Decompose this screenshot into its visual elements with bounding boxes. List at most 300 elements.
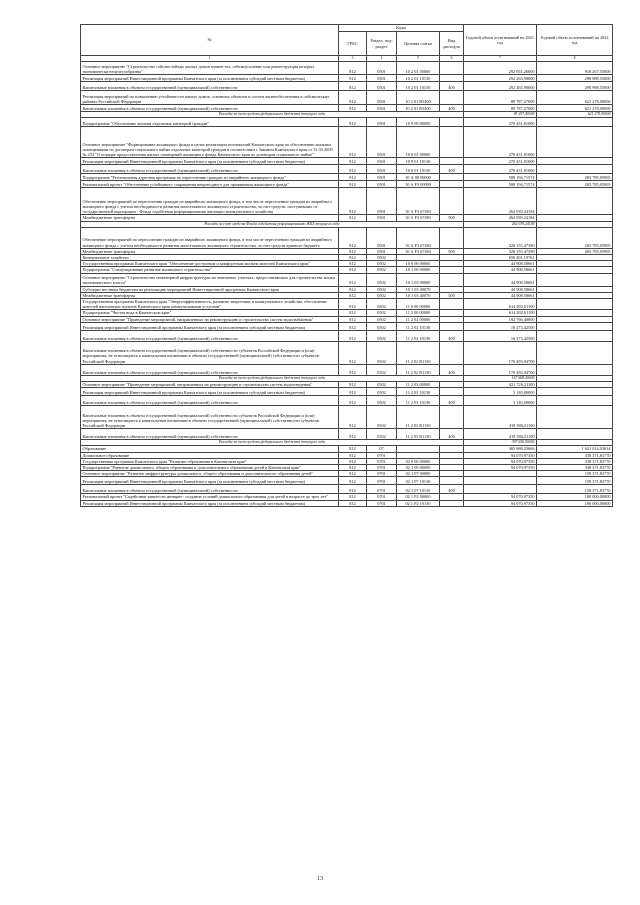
row-name: Реализация мероприятий Инвестиционной программы Камчатского края (за исключением субсидий местным бюджетам) — [81, 477, 339, 485]
table-row — [81, 82, 613, 91]
col-num-4: 4 — [367, 56, 397, 62]
row-cs: 11 2 03 10130 — [397, 388, 440, 396]
row-grbs: 812 — [339, 286, 367, 292]
note-text: Расходы за счет средств федерального бюджета текущего года — [81, 112, 464, 118]
row-vr — [440, 477, 464, 485]
row-cs: 10 А F3 67483 — [397, 215, 440, 221]
table-row — [81, 341, 613, 364]
row-razdel: 0701 — [367, 452, 397, 458]
note-amount-2021: 397 656,90000 — [464, 440, 537, 446]
note-amount-2021: 262 039,24184 — [464, 221, 537, 227]
row-amount-2021: 16 273,42500 — [464, 322, 537, 330]
row-grbs: 812 — [339, 255, 367, 261]
row-cs: 10 1 03 40070 — [397, 286, 440, 292]
row-amount-2021: 3 140,00000 — [464, 388, 537, 396]
row-vr: 400 — [440, 364, 464, 375]
row-name: Подпрограмма "Чистая вода в Камчатском крае" — [81, 310, 339, 316]
row-cs: 10 0 00 00000 — [397, 261, 440, 267]
row-amount-2022: 283 785,05905 — [537, 181, 613, 188]
row-name: Капитальные вложения в объекты государственной (муниципальной) собственности — [81, 330, 339, 341]
row-amount-2022 — [537, 158, 613, 165]
row-name: Государственная программа Камчатского края "Энергоэффективность, развитие энергетики и коммунального хозяйства, обеспечение жителей населенных пунктов Камчатского края коммунальными услугами" — [81, 299, 339, 310]
row-amount-2021: 421 726,21100 — [464, 382, 537, 388]
row-cs: 11 0 00 00000 — [397, 299, 440, 310]
row-amount-2022: 283 785,05905 — [537, 174, 613, 181]
row-amount-2021: 418 586,21100 — [464, 406, 537, 429]
row-grbs: 812 — [339, 188, 367, 215]
row-grbs: 812 — [339, 322, 367, 330]
table-row — [81, 364, 613, 375]
row-vr — [440, 299, 464, 310]
row-razdel: 0501 — [367, 188, 397, 215]
row-vr — [440, 388, 464, 396]
row-cs: 10 А F3 00000 — [397, 181, 440, 188]
row-razdel: 0701 — [367, 458, 397, 464]
table-body — [81, 62, 613, 507]
row-vr: 500 — [440, 248, 464, 254]
row-cs: 10 9 00 00000 — [397, 118, 440, 127]
row-vr — [440, 273, 464, 286]
row-vr — [440, 174, 464, 181]
row-name: Реализация мероприятий по повышению устойчивости жилых домов, основных объектов и систем жизнеобеспечения в сейсмических районах Российской Федерации — [81, 91, 339, 105]
row-vr: 500 — [440, 215, 464, 221]
row-cs: 11 2 00 00000 — [397, 310, 440, 316]
row-grbs: 812 — [339, 388, 367, 396]
row-grbs: 812 — [339, 82, 367, 91]
row-amount-2021 — [464, 477, 537, 485]
row-name: Реализация мероприятий Инвестиционной программы Камчатского края (за исключением субсидий местным бюджетам) — [81, 500, 339, 506]
row-cs: 10 1 03 40070 — [397, 292, 440, 298]
row-amount-2021: 588 194,71574 — [464, 181, 537, 188]
row-amount-2021: 44 908,58661 — [464, 261, 537, 267]
row-cs: 11 2 02 00000 — [397, 316, 440, 322]
row-cs: 10 2 01 R5400 — [397, 91, 440, 105]
row-cs: 10 2 01 10130 — [397, 82, 440, 91]
row-name: Межбюджетные трансферты — [81, 248, 339, 254]
row-cs: 10 2 01 R5400 — [397, 105, 440, 112]
table-row — [81, 158, 613, 165]
row-amount-2021: 292 051,26000 — [464, 62, 537, 75]
row-amount-2021: 94 070,97350 — [464, 494, 537, 500]
row-cs: 10 А 00 00000 — [397, 174, 440, 181]
row-cs: 10 2 01 10130 — [397, 75, 440, 82]
row-razdel: 0701 — [367, 465, 397, 471]
row-grbs: 812 — [339, 227, 367, 248]
row-amount-2022: 283 785,05905 — [537, 248, 613, 254]
header-cs: Целевая статья — [397, 32, 440, 56]
row-grbs: 812 — [339, 174, 367, 181]
header-num: № — [81, 25, 339, 56]
row-grbs: 812 — [339, 215, 367, 221]
row-name: Капитальные вложения в объекты государственной (муниципальной) собственности — [81, 485, 339, 494]
row-cs: 02 1 00 00000 — [397, 465, 440, 471]
row-razdel: 0501 — [367, 227, 397, 248]
row-cs: 11 2 03 R1130 — [397, 429, 440, 440]
table-row — [81, 127, 613, 158]
row-name: Дошкольное образование — [81, 452, 339, 458]
row-vr — [440, 188, 464, 215]
row-name: Обеспечение мероприятий по переселению граждан из аварийного жилищного фонда, в том числе переселению граждан из аварийного жилищного фонда с учетом необходимости развития малоэтажного жилищного строительства, за счет средств краевого бюджета — [81, 227, 339, 248]
row-amount-2021: 94 070,97350 — [464, 465, 537, 471]
row-razdel: 0501 — [367, 158, 397, 165]
row-amount-2021: 326 155,47390 — [464, 227, 537, 248]
row-amount-2022: 158 371,83770 — [537, 485, 613, 494]
row-razdel: 0502 — [367, 267, 397, 273]
row-vr — [440, 75, 464, 82]
row-razdel: 0502 — [367, 273, 397, 286]
row-razdel: 0502 — [367, 429, 397, 440]
row-grbs: 812 — [339, 500, 367, 506]
row-vr — [440, 91, 464, 105]
row-grbs: 812 — [339, 127, 367, 158]
row-amount-2022: 158 371,83770 — [537, 477, 613, 485]
table-row — [81, 406, 613, 429]
table-row — [81, 396, 613, 406]
row-razdel: 0502 — [367, 310, 397, 316]
row-grbs: 812 — [339, 396, 367, 406]
col-num-3: 3 — [339, 56, 367, 62]
row-razdel: 0501 — [367, 75, 397, 82]
row-vr: 400 — [440, 165, 464, 174]
table-row — [81, 174, 613, 181]
row-amount-2021: 94 070,97350 — [464, 452, 537, 458]
row-amount-2021: 614 492,61100 — [464, 310, 537, 316]
table-row — [81, 91, 613, 105]
col-num-6: 6 — [440, 56, 464, 62]
row-name: Капитальные вложения в объекты государственной (муниципальной) собственности субъектов Российской Федерации и (или) мероприятия, не относящиеся к капитальным вложениям в объекты государственной (муниципальной) собственности субъектов Российской Федерации — [81, 341, 339, 364]
row-grbs: 812 — [339, 494, 367, 500]
row-razdel: 0502 — [367, 382, 397, 388]
row-cs: 10 9 01 10130 — [397, 165, 440, 174]
row-amount-2022: 298 988,55000 — [537, 82, 613, 91]
row-vr — [440, 118, 464, 127]
row-cs: 10 А F3 67484 — [397, 227, 440, 248]
row-vr — [440, 406, 464, 429]
row-razdel: 0501 — [367, 91, 397, 105]
row-cs: 11 2 02 10130 — [397, 330, 440, 341]
row-name: Капитальные вложения в объекты государственной (муниципальной) собственности — [81, 396, 339, 406]
row-amount-2021: 465 688,23666 — [464, 446, 537, 452]
page-number: 13 — [317, 876, 323, 882]
row-vr — [440, 322, 464, 330]
row-vr — [440, 62, 464, 75]
row-razdel: 0701 — [367, 500, 397, 506]
row-amount-2021: 270 431,81000 — [464, 118, 537, 127]
row-vr: 400 — [440, 105, 464, 112]
row-vr — [440, 127, 464, 158]
row-grbs: 812 — [339, 165, 367, 174]
row-amount-2021: 44 908,58661 — [464, 292, 537, 298]
table-row — [81, 181, 613, 188]
row-name: Капитальные вложения в объекты государственной (муниципальной) собственности субъектов Российской Федерации и (или) мероприятия, не относящиеся к капитальным вложениям в объекты государственной (муниципальной) собственности субъектов Российской Федерации — [81, 406, 339, 429]
row-amount-2022 — [537, 322, 613, 330]
row-cs: 11 2 02 R1130 — [397, 341, 440, 364]
row-razdel: 0501 — [367, 248, 397, 254]
note-text: Расходы за счет средств федерального бюджета текущего года — [81, 440, 464, 446]
table-row — [81, 273, 613, 286]
row-amount-2022: 180 000,00000 — [537, 500, 613, 506]
row-cs: 11 2 03 00000 — [397, 382, 440, 388]
row-razdel: 0502 — [367, 406, 397, 429]
table-row — [81, 477, 613, 485]
row-vr — [440, 500, 464, 506]
row-amount-2021 — [464, 485, 537, 494]
row-name: Основное мероприятие "Строительство сейсмостойких жилых домов взамен тех, сейсмоусиление или реконструкция которых экономически нецелесообразны" — [81, 62, 339, 75]
row-name: Коммунальное хозяйство — [81, 255, 339, 261]
row-amount-2022 — [537, 364, 613, 375]
row-razdel: 07 — [367, 446, 397, 452]
row-vr: 400 — [440, 82, 464, 91]
row-amount-2022 — [537, 396, 613, 406]
row-vr: 400 — [440, 485, 464, 494]
row-cs: 10 1 00 00000 — [397, 267, 440, 273]
table-row — [81, 330, 613, 341]
row-amount-2021: 44 908,58661 — [464, 267, 537, 273]
row-razdel: 0502 — [367, 364, 397, 375]
row-razdel: 0501 — [367, 165, 397, 174]
row-amount-2022: 158 371,83770 — [537, 471, 613, 477]
row-razdel: 0502 — [367, 292, 397, 298]
row-razdel: 0501 — [367, 62, 397, 75]
row-amount-2022 — [537, 341, 613, 364]
row-cs: 10 1 03 00000 — [397, 273, 440, 286]
row-grbs: 812 — [339, 273, 367, 286]
row-grbs: 812 — [339, 330, 367, 341]
header-vr: Вид расходов — [440, 32, 464, 56]
row-razdel: 0701 — [367, 471, 397, 477]
col-num-8: 8 — [537, 56, 613, 62]
row-grbs: 812 — [339, 382, 367, 388]
row-amount-2022 — [537, 118, 613, 127]
note-amount-2021: 167 668,40000 — [464, 375, 537, 381]
row-name: Основное мероприятие "Формирование жилищного фонда в целях реализации полномочий Камчатского края по обеспечению жилыми помещениями по договорам социального найма отдельных категорий граждан в соответствии с Законом Камчатского края от 31.03.2009 № 253 "О порядке предоставления жилых помещений жилищного фонда Камчатского края по договорам социального найма"" — [81, 127, 339, 158]
table-header-row — [81, 25, 613, 32]
row-name: Основное мероприятие "Проведение мероприятий, направленных на реконструкцию и строительство систем водоснабжения" — [81, 316, 339, 322]
row-amount-2021: 270 431,81000 — [464, 158, 537, 165]
row-vr — [440, 341, 464, 364]
row-amount-2022 — [537, 165, 613, 174]
row-cs: 11 2 02 R1130 — [397, 364, 440, 375]
row-grbs: 812 — [339, 429, 367, 440]
col-num-5: 5 — [397, 56, 440, 62]
row-grbs: 812 — [339, 458, 367, 464]
row-grbs: 812 — [339, 91, 367, 105]
row-cs: 10 2 01 00000 — [397, 62, 440, 75]
header-year-2021: Годовой объем ассигнований на 2021 год — [464, 25, 537, 56]
row-razdel: 0502 — [367, 255, 397, 261]
row-name: Основное мероприятие "Развитие инфраструктуры дошкольного, общего образования и дополнительного образования детей" — [81, 471, 339, 477]
row-vr — [440, 227, 464, 248]
row-name: Реализация мероприятий Инвестиционной программы Камчатского края (за исключением субсидий местным бюджетам) — [81, 388, 339, 396]
row-amount-2021: 44 908,58661 — [464, 273, 537, 286]
row-razdel: 0502 — [367, 341, 397, 364]
row-razdel: 0501 — [367, 82, 397, 91]
row-razdel: 0502 — [367, 299, 397, 310]
table-row — [81, 299, 613, 310]
row-amount-2021: 192 766,40000 — [464, 316, 537, 322]
row-grbs: 812 — [339, 248, 367, 254]
table-row — [81, 500, 613, 506]
row-razdel: 0701 — [367, 494, 397, 500]
row-name: Реализация мероприятий Инвестиционной программы Камчатского края (за исключением субсидий местным бюджетам) — [81, 322, 339, 330]
row-name: Обеспечение мероприятий по переселению граждан из аварийного жилищного фонда, в том числе переселению граждан из аварийного жилищного фонда с учетом необходимости развития малоэтажного жилищного строительства, за счет средств, поступивших от государственной корпорации - Фонда содействия реформированию жилищно-коммунального хозяйства — [81, 188, 339, 215]
table-row — [81, 429, 613, 440]
row-cs: 11 2 03 R1130 — [397, 406, 440, 429]
row-amount-2022: 621 278,00000 — [537, 105, 613, 112]
row-amount-2021: 89 787,27000 — [464, 91, 537, 105]
row-name: Подпрограмма "Развитие дошкольного, общего образования и дополнительного образования детей в Камчатском крае" — [81, 465, 339, 471]
row-razdel: 0501 — [367, 181, 397, 188]
row-amount-2022: 298 988,55000 — [537, 75, 613, 82]
row-amount-2021: 3 140,00000 — [464, 396, 537, 406]
row-grbs: 812 — [339, 316, 367, 322]
row-razdel: 0501 — [367, 127, 397, 158]
row-cs: 11 2 03 10130 — [397, 396, 440, 406]
row-amount-2022: 283 785,05905 — [537, 227, 613, 248]
row-cs: 10 А F3 67483 — [397, 188, 440, 215]
row-vr: 400 — [440, 429, 464, 440]
row-amount-2021: 16 273,42500 — [464, 330, 537, 341]
row-amount-2022: 1 621 014,03634 — [537, 446, 613, 452]
row-amount-2021: 292 263,98000 — [464, 82, 537, 91]
row-name: Основное мероприятие "Проведение мероприятий, направленных на реконструкцию и строительство систем водоотведения" — [81, 382, 339, 388]
row-amount-2022 — [537, 299, 613, 310]
row-amount-2021: 614 492,61100 — [464, 299, 537, 310]
row-amount-2022 — [537, 273, 613, 286]
row-amount-2022: 338 371,83770 — [537, 452, 613, 458]
row-razdel: 0502 — [367, 261, 397, 267]
row-grbs: 812 — [339, 75, 367, 82]
row-cs: 11 2 02 10130 — [397, 322, 440, 330]
row-grbs: 812 — [339, 261, 367, 267]
row-cs: 10 9 01 10130 — [397, 158, 440, 165]
row-grbs: 812 — [339, 105, 367, 112]
row-amount-2021: 176 493,94700 — [464, 341, 537, 364]
row-cs: 02 1 P2 00000 — [397, 494, 440, 500]
row-vr: 500 — [440, 292, 464, 298]
table-row — [81, 75, 613, 82]
table-row — [81, 485, 613, 494]
row-amount-2021: 270 431,81000 — [464, 165, 537, 174]
row-name: Подпрограмма "Обеспечение жильем отдельных категорий граждан" — [81, 118, 339, 127]
row-grbs: 812 — [339, 310, 367, 316]
row-name: Государственная программа Камчатского края "Обеспечение доступным и комфортным жильем жителей Камчатского края" — [81, 261, 339, 267]
row-amount-2021: 262 039,24184 — [464, 215, 537, 221]
row-name: Капитальные вложения в объекты государственной (муниципальной) собственности — [81, 82, 339, 91]
row-razdel: 0502 — [367, 396, 397, 406]
row-amount-2021: 270 431,81000 — [464, 127, 537, 158]
row-cs: 10 А F3 67484 — [397, 248, 440, 254]
row-grbs: 812 — [339, 299, 367, 310]
row-name: Реализация мероприятий Инвестиционной программы Камчатского края (за исключением субсидий местным бюджетам) — [81, 158, 339, 165]
row-grbs: 812 — [339, 62, 367, 75]
row-amount-2022: 621 278,00000 — [537, 91, 613, 105]
row-grbs: 812 — [339, 181, 367, 188]
row-name: Региональный проект "Обеспечение устойчивого сокращения непригодного для проживания жилищного фонда" — [81, 181, 339, 188]
row-grbs: 812 — [339, 465, 367, 471]
budget-table-page — [80, 24, 612, 507]
row-amount-2022 — [537, 330, 613, 341]
col-num-7: 7 — [464, 56, 537, 62]
table-row — [81, 165, 613, 174]
row-grbs: 812 — [339, 485, 367, 494]
row-razdel: 0502 — [367, 322, 397, 330]
row-cs: 02 1 P2 10130 — [397, 500, 440, 506]
table-row — [81, 322, 613, 330]
row-grbs: 812 — [339, 477, 367, 485]
row-cs: 02 1 07 00000 — [397, 471, 440, 477]
row-grbs: 812 — [339, 341, 367, 364]
row-name: Межбюджетные трансферты — [81, 292, 339, 298]
header-codes-group: Коды — [339, 25, 464, 32]
row-grbs: 812 — [339, 406, 367, 429]
row-vr: 400 — [440, 330, 464, 341]
row-amount-2022: 918 267,55000 — [537, 62, 613, 75]
row-razdel: 0502 — [367, 316, 397, 322]
row-name: Подпрограмма "Региональная адресная программа по переселению граждан из аварийного жилищного фонда" — [81, 174, 339, 181]
row-grbs: 812 — [339, 118, 367, 127]
note-amount-2022: 621 278,00000 — [537, 112, 613, 118]
row-name: Межбюджетные трансферты — [81, 215, 339, 221]
row-name: Капитальные вложения в объекты государственной (муниципальной) собственности — [81, 429, 339, 440]
row-grbs: 812 — [339, 158, 367, 165]
table-row — [81, 118, 613, 127]
row-razdel: 0502 — [367, 388, 397, 396]
row-amount-2021: 89 787,27000 — [464, 105, 537, 112]
row-amount-2021: 588 194,71574 — [464, 174, 537, 181]
row-amount-2022 — [537, 406, 613, 429]
row-amount-2022 — [537, 429, 613, 440]
row-vr — [440, 158, 464, 165]
header-razdel: Раздел, под-раздел — [367, 32, 397, 56]
row-grbs: 812 — [339, 452, 367, 458]
header-grbs: ГРБС — [339, 32, 367, 56]
row-grbs: 812 — [339, 292, 367, 298]
row-amount-2021: 94 070,97350 — [464, 500, 537, 506]
table-row — [81, 227, 613, 248]
row-name: Региональный проект "Содействие занятости женщин - создание условий дошкольного образования для детей в возрасте до трех лет" — [81, 494, 339, 500]
col-num-1: 1 — [81, 56, 339, 62]
row-amount-2021: 262 039,24184 — [464, 188, 537, 215]
table-row — [81, 188, 613, 215]
row-razdel: 0701 — [367, 485, 397, 494]
row-amount-2021: 94 070,97350 — [464, 458, 537, 464]
row-name: Государственная программа Камчатского края "Развитие образования в Камчатском крае" — [81, 458, 339, 464]
row-amount-2022 — [537, 188, 613, 215]
row-grbs: 812 — [339, 267, 367, 273]
row-razdel: 0501 — [367, 215, 397, 221]
row-vr: 400 — [440, 396, 464, 406]
row-cs: 10 9 01 00000 — [397, 127, 440, 158]
note-text: Расходы за счет средств федерального бюджета текущего года — [81, 375, 464, 381]
row-grbs: 812 — [339, 446, 367, 452]
row-amount-2021: 418 586,21100 — [464, 429, 537, 440]
row-vr — [440, 181, 464, 188]
budget-table — [80, 24, 613, 507]
header-year-2022: Годовой объем ассигнований на 2022 год — [537, 25, 613, 56]
note-text: Расходы за счет средств Фонда содействия реформированию ЖКХ текущего года — [81, 221, 464, 227]
table-row — [81, 62, 613, 75]
row-name: Образование — [81, 446, 339, 452]
row-name: Капитальные вложения в объекты государственной (муниципальной) собственности — [81, 165, 339, 174]
row-grbs: 812 — [339, 471, 367, 477]
row-name: Капитальные вложения в объекты государственной (муниципальной) собственности — [81, 105, 339, 112]
row-cs: 02 1 07 10130 — [397, 477, 440, 485]
note-amount-2021: 85 297,40000 — [464, 112, 537, 118]
row-razdel: 0502 — [367, 330, 397, 341]
row-amount-2021: 326 155,47390 — [464, 248, 537, 254]
row-razdel: 0501 — [367, 118, 397, 127]
